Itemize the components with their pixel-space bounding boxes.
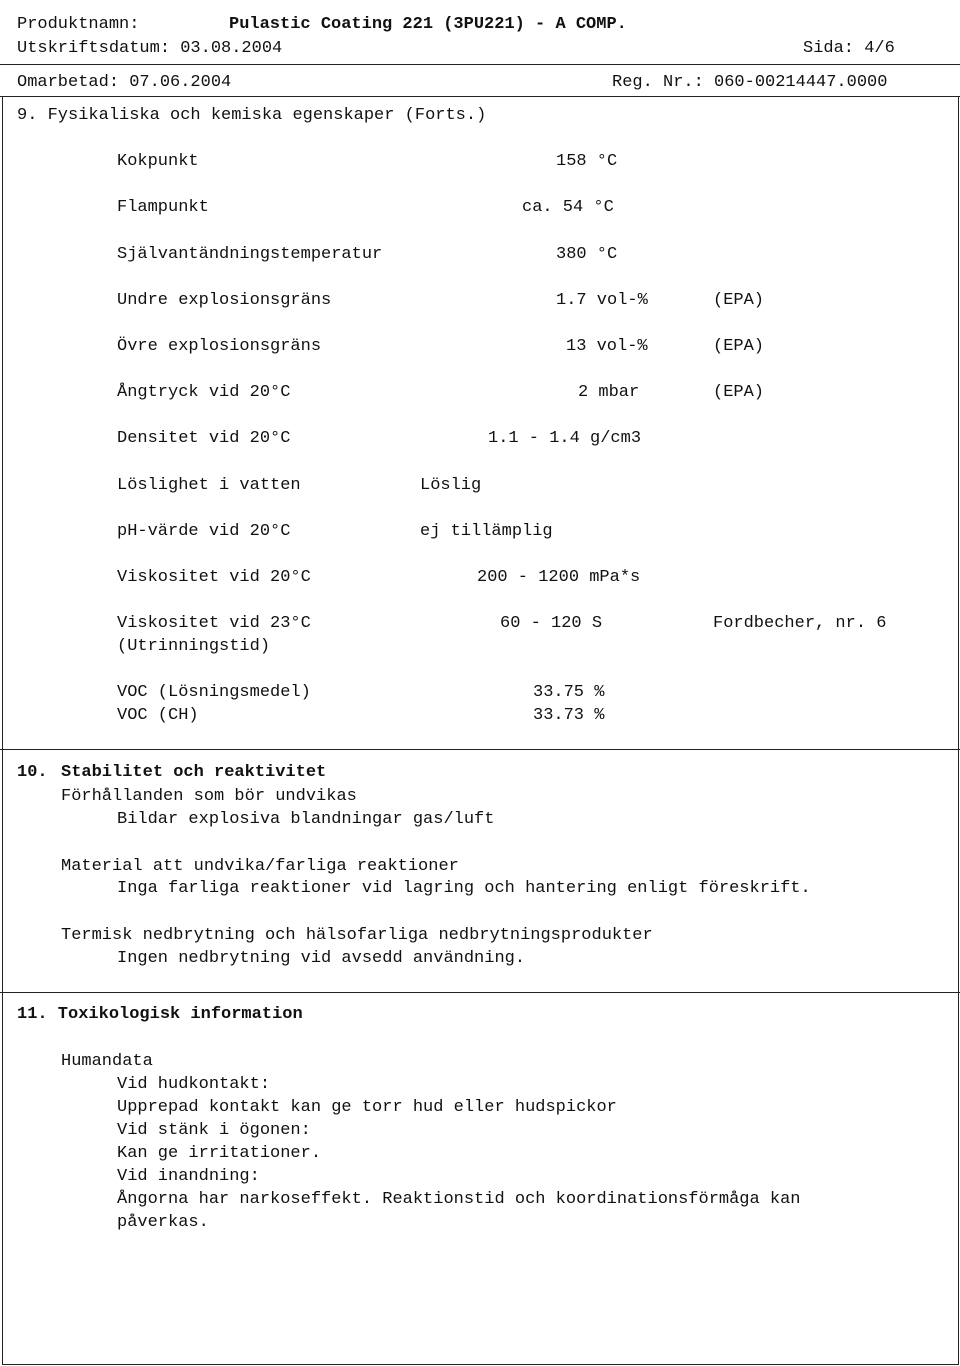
body-text: Ångorna har narkoseffekt. Reaktionstid och koordinationsförmåga kan bbox=[117, 1190, 801, 1209]
print-date: Utskriftsdatum: 03.08.2004 bbox=[17, 39, 283, 58]
property-value: 1.7 vol-% bbox=[556, 291, 648, 310]
product-label: Produktnamn: bbox=[17, 15, 140, 34]
property-note: Fordbecher, nr. 6 bbox=[713, 614, 887, 633]
property-value: 1.1 - 1.4 g/cm3 bbox=[488, 429, 642, 448]
section-divider bbox=[0, 992, 960, 993]
property-value: ej tillämplig bbox=[420, 522, 553, 541]
header-divider bbox=[0, 64, 960, 65]
body-text: Ingen nedbrytning vid avsedd användning. bbox=[117, 949, 526, 968]
property-note: (EPA) bbox=[713, 337, 765, 356]
property-label: Densitet vid 20°C bbox=[117, 429, 291, 448]
property-note: (EPA) bbox=[713, 383, 765, 402]
property-label: Självantändningstemperatur bbox=[117, 245, 383, 264]
body-text: Vid inandning: bbox=[117, 1167, 260, 1186]
revised-date: Omarbetad: 07.06.2004 bbox=[17, 73, 232, 92]
property-label: Löslighet i vatten bbox=[117, 476, 301, 495]
property-value: 200 - 1200 mPa*s bbox=[477, 568, 641, 587]
property-label: Viskositet vid 23°C bbox=[117, 614, 311, 633]
section-10-number: 10. bbox=[17, 763, 48, 782]
subheading: Termisk nedbrytning och hälsofarliga nedbrytningsprodukter bbox=[61, 926, 653, 945]
property-label: Viskositet vid 20°C bbox=[117, 568, 311, 587]
subheading: Material att undvika/farliga reaktioner bbox=[61, 857, 459, 876]
body-text: Upprepad kontakt kan ge torr hud eller hudspickor bbox=[117, 1098, 617, 1117]
property-value: 2 mbar bbox=[578, 383, 640, 402]
property-note: (EPA) bbox=[713, 291, 765, 310]
subheading: Förhållanden som bör undvikas bbox=[61, 787, 357, 806]
property-label: pH-värde vid 20°C bbox=[117, 522, 291, 541]
subheading: Humandata bbox=[61, 1052, 153, 1071]
property-label: VOC (Lösningsmedel) bbox=[117, 683, 311, 702]
body-text: Vid stänk i ögonen: bbox=[117, 1121, 311, 1140]
property-label: Flampunkt bbox=[117, 198, 209, 217]
property-value: 33.73 % bbox=[533, 706, 605, 725]
body-text: Bildar explosiva blandningar gas/luft bbox=[117, 810, 495, 829]
body-text: Kan ge irritationer. bbox=[117, 1144, 322, 1163]
property-value: 13 vol-% bbox=[566, 337, 648, 356]
property-value: 33.75 % bbox=[533, 683, 605, 702]
property-label: (Utrinningstid) bbox=[117, 637, 271, 656]
property-label: Övre explosionsgräns bbox=[117, 337, 322, 356]
property-label: VOC (CH) bbox=[117, 706, 199, 725]
property-value: 158 °C bbox=[556, 152, 618, 171]
product-name: Pulastic Coating 221 (3PU221) - A COMP. bbox=[229, 15, 627, 34]
body-text: Inga farliga reaktioner vid lagring och hantering enligt föreskrift. bbox=[117, 879, 811, 898]
property-label: Kokpunkt bbox=[117, 152, 199, 171]
section-11-title: 11. Toxikologisk information bbox=[17, 1005, 303, 1024]
section-9-title: 9. Fysikaliska och kemiska egenskaper (Forts.) bbox=[17, 106, 487, 125]
section-divider bbox=[0, 749, 960, 750]
property-label: Ångtryck vid 20°C bbox=[117, 383, 291, 402]
property-value: 380 °C bbox=[556, 245, 618, 264]
body-text: Vid hudkontakt: bbox=[117, 1075, 271, 1094]
page-number: Sida: 4/6 bbox=[803, 39, 895, 58]
registration-number: Reg. Nr.: 060-00214447.0000 bbox=[612, 73, 888, 92]
property-value: ca. 54 °C bbox=[522, 198, 614, 217]
body-text: påverkas. bbox=[117, 1213, 209, 1232]
property-value: Löslig bbox=[420, 476, 482, 495]
property-label: Undre explosionsgräns bbox=[117, 291, 332, 310]
property-value: 60 - 120 S bbox=[500, 614, 603, 633]
section-10-title: Stabilitet och reaktivitet bbox=[61, 763, 327, 782]
